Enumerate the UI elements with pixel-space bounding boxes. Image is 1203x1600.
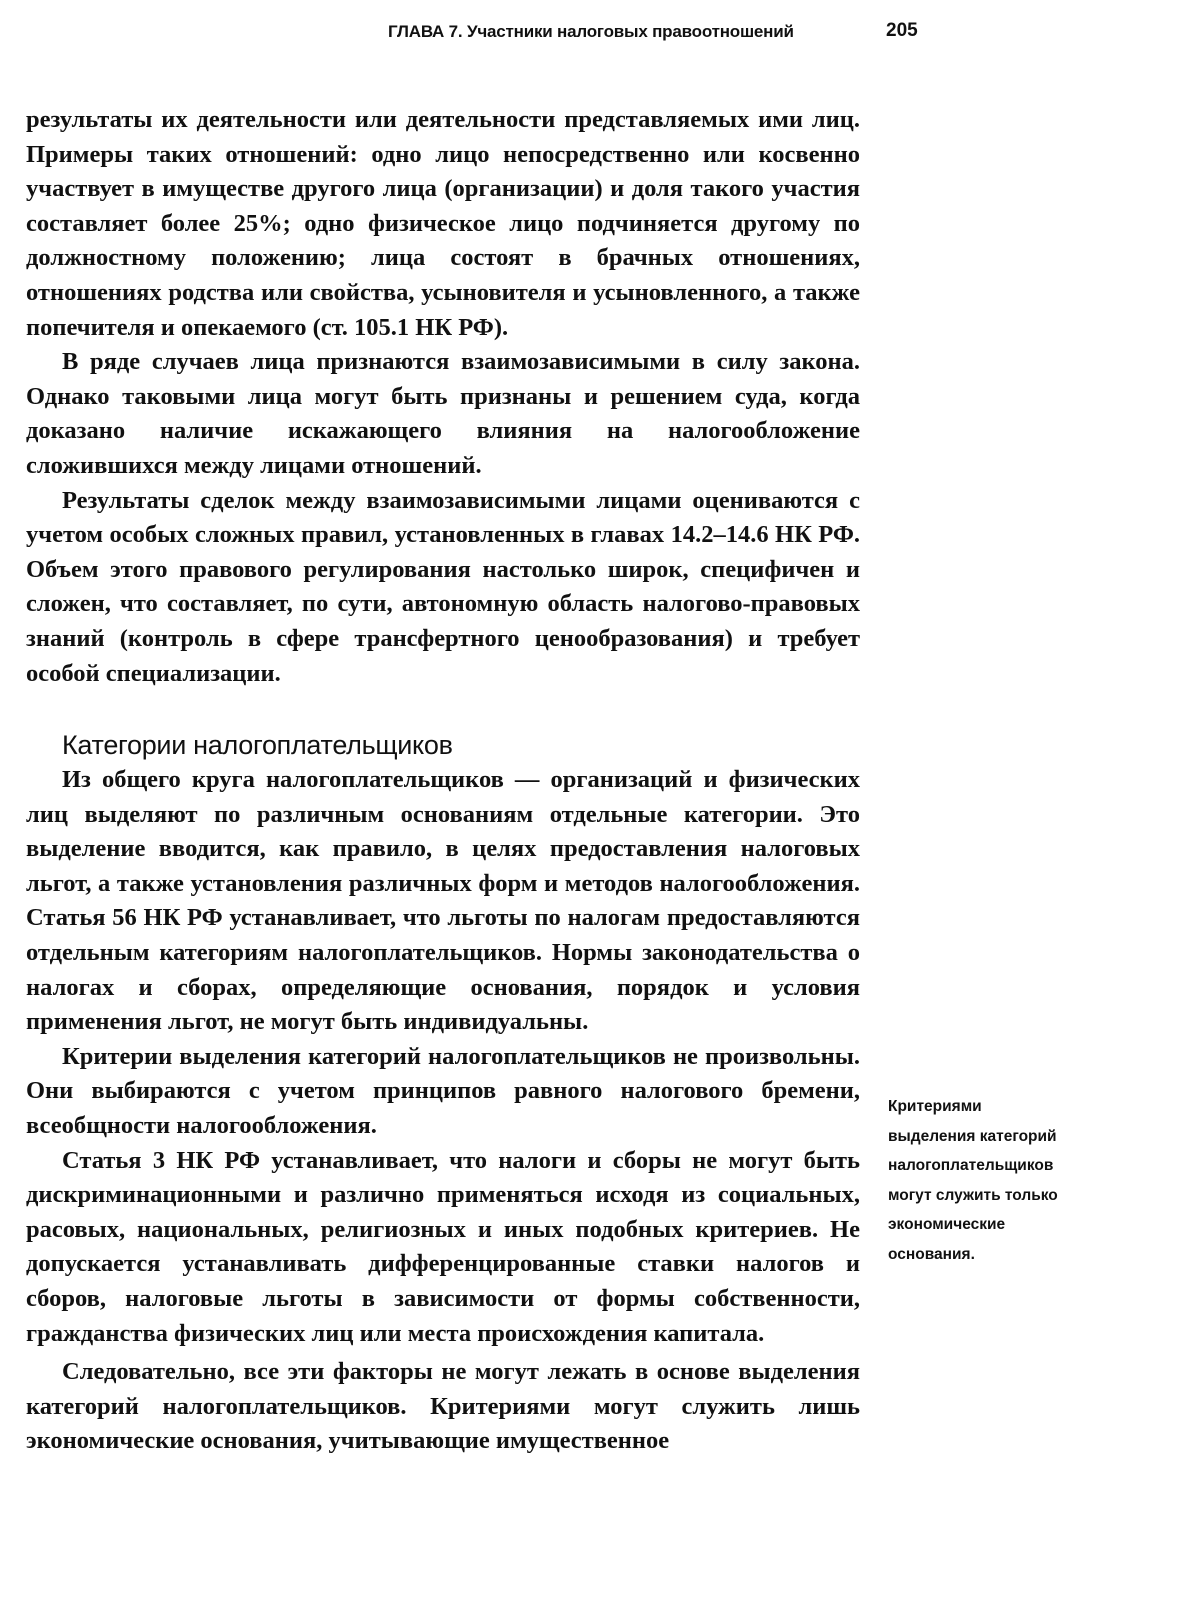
paragraph-6: Статья 3 НК РФ устанавливает, что налоги и сборы не могут быть дискриминационными и различно применяться исходя из социальных, расовых, национальных, религиозных и иных подобных критериев. Не допускается устанавливать дифференцированные ставки налогов и сборов, налоговые льготы в зависимости от формы собственности, гражданства физических лиц или места происхождения капитала. [26, 1146, 860, 1347]
section-heading: Категории налогоплательщиков [62, 730, 453, 761]
margin-note [888, 1092, 1128, 1269]
paragraph-5: Критерии выделения категорий налогоплательщиков не произвольны. Они выбираются с учетом принципов равного налогового бремени, всеобщности налогообложения. [26, 1042, 860, 1140]
paragraph-2: В ряде случаев лица признаются взаимозависимыми в силу закона. Однако таковыми лица могут быть признаны и решением суда, когда доказано наличие искажающего влияния на налогообложение сложившихся между лицами отношений. [26, 348, 860, 479]
margin-note-line: могут служить только [888, 1186, 1058, 1204]
paragraph-4: Из общего круга налогоплательщиков — организаций и физических лиц выделяют по различным основаниям отдельные категории. Это выделение вводится, как правило, в целях предоставления налоговых льгот, а также установления различных форм и методов налогообложения. Статья 56 НК РФ устанавливает, что льготы по налогам предоставляются отдельным категориям налогоплательщиков. Нормы законодательства о налогах и сборах, определяющие основания, порядок и условия применения льгот, не могут быть индивидуальны. [26, 766, 860, 1036]
paragraph-3: Результаты сделок между взаимозависимыми лицами оцениваются с учетом особых сложных правил, установленных в главах 14.2–14.6 НК РФ. Объем этого правового регулирования настолько широк, специфичен и сложен, что составляет, по сути, автономную область налогово-правовых знаний (контроль в сфере трансфертного ценообразования) и требует особой специализации. [26, 486, 860, 687]
paragraph-7: Следовательно, все эти факторы не могут лежать в основе выделения категорий налогоплательщиков. Критериями могут служить лишь экономические основания, учитывающие имущественное [26, 1358, 860, 1455]
paragraph-1: результаты их деятельности или деятельности представляемых ими лиц. Примеры таких отношений: одно лицо непосредственно или косвенно участвует в имуществе другого лица (организации) и доля такого участия составляет более 25%; одно физическое лицо подчиняется другому по должностному положению; лица состоят в брачных отношениях, отношениях родства или свойства, усыновителя и усыновленного, а также попечителя и опекаемого (ст. 105.1 НК РФ). [26, 106, 860, 341]
page-number: 205 [886, 20, 918, 41]
running-header [388, 20, 928, 44]
main-text-column [26, 103, 860, 1459]
margin-note-line: выделения категорий [888, 1127, 1057, 1145]
margin-note-line: налогоплательщиков [888, 1157, 1054, 1174]
margin-note-line: Критериями [888, 1098, 982, 1115]
margin-note-line: экономические [888, 1216, 1006, 1233]
chapter-title: ГЛАВА 7. Участники налоговых правоотношений [388, 22, 794, 41]
margin-note-line: основания. [888, 1245, 975, 1263]
